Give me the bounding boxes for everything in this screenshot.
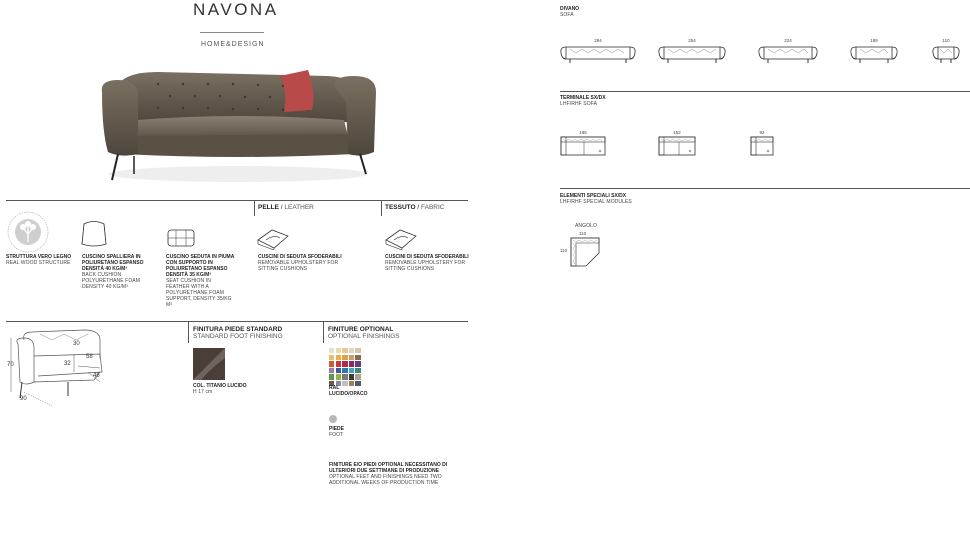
ral-swatch [342,374,347,379]
ral-swatch [349,368,354,373]
optional-note: FINITURE E/O PIEDI OPTIONAL NECESSITANO DI ULTERIORI DUE SETTIMANE DI PRODUZIONE OPTIONAL FEET AND FINISHINGS NEED TWO ADDITIONAL WEEKS OF PRODUCTION TIME [329,462,448,486]
ral-swatch [329,355,334,360]
ral-swatch [349,361,354,366]
ral-swatch [355,374,360,379]
feature-back-cushion: CUSCINO SPALLIERA IN POLIURETANO ESPANSO DENSITÀ 40 KG/M³ BACK CUSHION POLYURETHANE FOAM DENSITY 40 KG/M³ [82,254,144,290]
removable-fabric-icon [384,226,418,250]
titanium-swatch [193,348,225,380]
feature-seat-cushion: CUSCINO SEDUTA IN PIUMA CON SUPPORTO IN POLIURETANO ESPANSO DENSITÀ 35 KG/M³ SEAT CUSHION IN FEATHER WITH A POLYURETHANE FOAM SUPPORT, DENSITY 35/KG M³ [166,254,235,308]
ral-swatch [342,355,347,360]
fabric-title: TESSUTO / FABRIC [385,204,445,211]
corner-module [570,237,600,272]
materials-divider [6,200,468,201]
ral-swatch [355,361,360,366]
dimension-drawing [4,326,110,406]
ral-swatch [355,348,360,353]
special-divider [560,188,970,189]
sofa-110: 110 [932,38,960,70]
standard-foot-header: FINITURA PIEDE STANDARD STANDARD FOOT FINISHING [193,326,283,340]
optional-header: FINITURE OPTIONAL OPTIONAL FINISHINGS [328,326,400,340]
dim-arm-depth: 46 [93,373,100,379]
ral-swatch [329,348,334,353]
divider-v [323,321,324,343]
divider-v [381,200,382,216]
feature-leather-removable: CUSCINI DI SEDUTA SFODERABILI REMOVABLE UPHOLSTERY FOR SITTING CUSHIONS [258,254,342,272]
ral-caption: RAL LUCIDO/OPACO [329,385,368,397]
wood-structure-badge-icon [6,210,50,254]
sofa-image [98,62,380,190]
ral-swatch-grid [329,348,363,386]
special-section-title: ELEMENTI SPECIALI SX/DX LHF/RHF SPECIAL MODULES [560,193,632,205]
sofa-189: 189 [850,38,898,70]
ral-swatch [336,374,341,379]
sofa-section-title: DIVANO SOFA [560,6,580,18]
ral-swatch [355,355,360,360]
ral-swatch [349,374,354,379]
standard-foot-caption: COL. TITANIO LUCIDO H 17 cm [193,383,247,395]
feature-wood: STRUTTURA VERO LEGNO REAL WOOD STRUCTURE [6,254,72,266]
divider-v [188,321,189,343]
dim-depth: 90 [20,396,27,402]
optional-foot-caption: PIEDE FOOT [329,426,345,438]
ral-swatch [349,348,354,353]
ral-swatch [336,355,341,360]
dim-arm-height: 30 [73,341,80,347]
feature-fabric-removable: CUSCINI DI SEDUTA SFODERABILI REMOVABLE UPHOLSTERY FOR SITTING CUSHIONS [385,254,469,272]
brand-divider [200,32,264,33]
brand-subtitle: HOME&DESIGN [201,41,265,48]
ral-swatch [336,348,341,353]
sofa-294: 294 [560,38,636,70]
dim-seat-depth: 58 [86,354,93,360]
terminal-section-title: TERMINALE SX/DX LHF/RHF SOFA [560,95,606,107]
brand-title: NAVONA [193,0,279,19]
sofa-254: 254 [658,38,726,70]
dim-seat-height: 32 [64,361,71,367]
terminal-186: 186 [560,130,606,162]
ral-swatch [342,361,347,366]
ral-swatch [336,368,341,373]
removable-leather-icon [256,226,290,250]
seat-cushion-icon [166,226,196,250]
ral-swatch [355,368,360,373]
terminal-divider [560,91,970,92]
dim-height: 70 [7,362,14,368]
terminal-92: 92 [750,130,774,162]
leather-title: PELLE / LEATHER [258,204,314,211]
back-cushion-icon [80,220,108,250]
corner-label: ANGOLO [575,223,597,229]
ral-swatch [349,355,354,360]
ral-swatch [329,361,334,366]
optional-foot-swatch [329,415,337,423]
ral-swatch [342,348,347,353]
corner-depth: 110 [560,248,568,253]
ral-swatch [342,368,347,373]
ral-swatch [336,361,341,366]
finishings-divider [6,321,468,322]
ral-swatch [329,374,334,379]
ral-swatch [329,368,334,373]
corner-width: 110 [579,231,587,236]
terminal-152: 152 [658,130,696,162]
divider-v [254,200,255,216]
sofa-224: 224 [758,38,818,70]
